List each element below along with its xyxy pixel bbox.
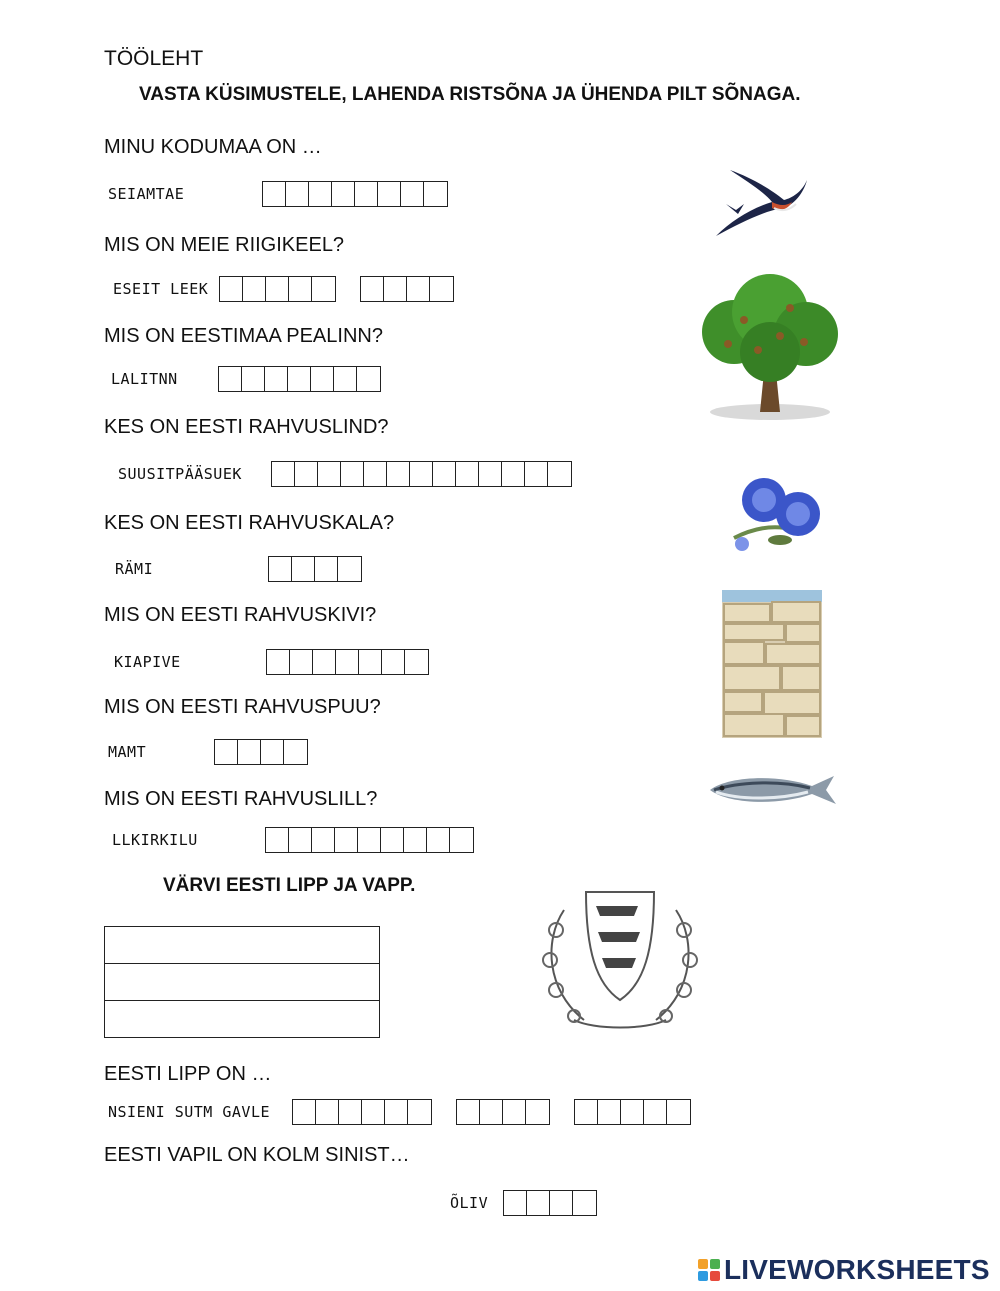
letter-box[interactable] bbox=[381, 828, 404, 852]
letter-box[interactable] bbox=[387, 462, 410, 486]
question-text: KES ON EESTI RAHVUSKALA? bbox=[104, 512, 395, 534]
letter-box[interactable] bbox=[357, 367, 380, 391]
letter-box[interactable] bbox=[404, 828, 427, 852]
letter-box[interactable] bbox=[242, 367, 265, 391]
letter-box[interactable] bbox=[407, 277, 430, 301]
answer-word-group[interactable] bbox=[219, 276, 336, 302]
liveworksheets-logo bbox=[698, 1254, 990, 1286]
letter-box[interactable] bbox=[364, 462, 387, 486]
letter-box[interactable] bbox=[575, 1100, 598, 1124]
letter-box[interactable] bbox=[267, 650, 290, 674]
letter-box[interactable] bbox=[335, 828, 358, 852]
letter-box[interactable] bbox=[378, 182, 401, 206]
letter-box[interactable] bbox=[667, 1100, 690, 1124]
letter-box[interactable] bbox=[621, 1100, 644, 1124]
letter-box[interactable] bbox=[288, 367, 311, 391]
letter-box[interactable] bbox=[480, 1100, 503, 1124]
answer-row[interactable] bbox=[214, 739, 308, 765]
logo-mark-icon bbox=[698, 1259, 720, 1281]
letter-box[interactable] bbox=[334, 367, 357, 391]
letter-box[interactable] bbox=[598, 1100, 621, 1124]
cornflower-image[interactable] bbox=[724, 472, 834, 560]
letter-box[interactable] bbox=[503, 1100, 526, 1124]
letter-box[interactable] bbox=[401, 182, 424, 206]
letter-box[interactable] bbox=[358, 828, 381, 852]
letter-box[interactable] bbox=[338, 557, 361, 581]
scrambled-hint: RÄMI bbox=[115, 560, 154, 578]
letter-box[interactable] bbox=[312, 277, 335, 301]
letter-box[interactable] bbox=[479, 462, 502, 486]
letter-box[interactable] bbox=[456, 462, 479, 486]
letter-box[interactable] bbox=[504, 1191, 527, 1215]
herring-image[interactable] bbox=[708, 772, 840, 808]
worksheet-instruction: VASTA KÜSIMUSTELE, LAHENDA RISTSÕNA JA ÜHENDA PILT SÕNAGA. bbox=[139, 84, 801, 105]
answer-row[interactable] bbox=[266, 649, 429, 675]
letter-box[interactable] bbox=[313, 650, 336, 674]
letter-box[interactable] bbox=[289, 277, 312, 301]
letter-box[interactable] bbox=[457, 1100, 480, 1124]
letter-box[interactable] bbox=[289, 828, 312, 852]
logo-text: LIVEWORKSHEETS bbox=[724, 1254, 990, 1285]
letter-box[interactable] bbox=[243, 277, 266, 301]
question-text: MIS ON EESTI RAHVUSPUU? bbox=[104, 696, 381, 718]
logo-square bbox=[698, 1259, 708, 1269]
answer-row[interactable] bbox=[268, 556, 362, 582]
letter-box[interactable] bbox=[269, 557, 292, 581]
flag-stripe-middle[interactable] bbox=[105, 964, 379, 1001]
answer-word-group[interactable] bbox=[268, 556, 362, 582]
scrambled-hint: LALITNN bbox=[111, 370, 178, 388]
answer-row[interactable] bbox=[218, 366, 381, 392]
question-text: MIS ON EESTI RAHVUSLILL? bbox=[104, 788, 378, 810]
scrambled-hint: SEIAMTAE bbox=[108, 185, 185, 203]
scrambled-hint: ESEIT LEEK bbox=[113, 280, 209, 298]
letter-box[interactable] bbox=[450, 828, 473, 852]
scrambled-hint: LLKIRKILU bbox=[112, 831, 198, 849]
question-text: EESTI LIPP ON … bbox=[104, 1063, 272, 1085]
limestone-image[interactable] bbox=[722, 590, 822, 738]
letter-box[interactable] bbox=[238, 740, 261, 764]
answer-row[interactable] bbox=[265, 827, 474, 853]
letter-box[interactable] bbox=[336, 650, 359, 674]
scrambled-hint: ÕLIV bbox=[450, 1194, 489, 1212]
letter-box[interactable] bbox=[644, 1100, 667, 1124]
letter-box[interactable] bbox=[293, 1100, 316, 1124]
answer-word-group[interactable] bbox=[262, 181, 448, 207]
letter-box[interactable] bbox=[384, 277, 407, 301]
swallow-image[interactable] bbox=[712, 162, 812, 240]
letter-box[interactable] bbox=[266, 828, 289, 852]
logo-square bbox=[710, 1259, 720, 1269]
letter-box[interactable] bbox=[332, 182, 355, 206]
letter-box[interactable] bbox=[339, 1100, 362, 1124]
letter-box[interactable] bbox=[318, 462, 341, 486]
letter-box[interactable] bbox=[385, 1100, 408, 1124]
answer-word-group[interactable] bbox=[218, 366, 381, 392]
logo-square bbox=[698, 1271, 708, 1281]
letter-box[interactable] bbox=[290, 650, 313, 674]
letter-box[interactable] bbox=[430, 277, 453, 301]
letter-box[interactable] bbox=[527, 1191, 550, 1215]
answer-word-group[interactable] bbox=[271, 461, 572, 487]
answer-row[interactable] bbox=[262, 181, 448, 207]
answer-row[interactable] bbox=[292, 1099, 691, 1125]
letter-box[interactable] bbox=[266, 277, 289, 301]
answer-row[interactable] bbox=[219, 276, 454, 302]
letter-box[interactable] bbox=[315, 557, 338, 581]
question-text: KES ON EESTI RAHVUSLIND? bbox=[104, 416, 389, 438]
letter-box[interactable] bbox=[341, 462, 364, 486]
worksheet-title: TÖÖLEHT bbox=[104, 47, 204, 70]
letter-box[interactable] bbox=[433, 462, 456, 486]
letter-box[interactable] bbox=[295, 462, 318, 486]
letter-box[interactable] bbox=[502, 462, 525, 486]
answer-row[interactable] bbox=[503, 1190, 597, 1216]
letter-box[interactable] bbox=[220, 277, 243, 301]
letter-box[interactable] bbox=[284, 740, 307, 764]
letter-box[interactable] bbox=[382, 650, 405, 674]
letter-box[interactable] bbox=[292, 557, 315, 581]
letter-box[interactable] bbox=[355, 182, 378, 206]
answer-word-group[interactable] bbox=[574, 1099, 691, 1125]
letter-box[interactable] bbox=[427, 828, 450, 852]
letter-box[interactable] bbox=[525, 462, 548, 486]
letter-box[interactable] bbox=[263, 182, 286, 206]
answer-word-group[interactable] bbox=[265, 827, 474, 853]
letter-box[interactable] bbox=[405, 650, 428, 674]
question-text: MIS ON EESTIMAA PEALINN? bbox=[104, 325, 383, 347]
flag-stripe-bottom[interactable] bbox=[105, 1001, 379, 1037]
letter-box[interactable] bbox=[526, 1100, 549, 1124]
letter-box[interactable] bbox=[410, 462, 433, 486]
oak-tree-image[interactable] bbox=[694, 272, 846, 424]
letter-box[interactable] bbox=[424, 182, 447, 206]
scrambled-hint: SUUSITPÄÄSUEK bbox=[118, 465, 242, 483]
letter-box[interactable] bbox=[316, 1100, 339, 1124]
scrambled-hint: KIAPIVE bbox=[114, 653, 181, 671]
question-text: EESTI VAPIL ON KOLM SINIST… bbox=[104, 1144, 410, 1166]
letter-box[interactable] bbox=[550, 1191, 573, 1215]
letter-box[interactable] bbox=[309, 182, 332, 206]
coat-of-arms-image[interactable] bbox=[534, 880, 706, 1044]
answer-word-group[interactable] bbox=[292, 1099, 432, 1125]
letter-box[interactable] bbox=[312, 828, 335, 852]
answer-row[interactable] bbox=[271, 461, 572, 487]
flag-section-heading: VÄRVI EESTI LIPP JA VAPP. bbox=[163, 875, 416, 896]
scrambled-hint: MAMT bbox=[108, 743, 147, 761]
answer-word-group[interactable] bbox=[214, 739, 308, 765]
letter-box[interactable] bbox=[311, 367, 334, 391]
letter-box[interactable] bbox=[265, 367, 288, 391]
question-text: MIS ON MEIE RIIGIKEEL? bbox=[104, 234, 345, 256]
answer-word-group[interactable] bbox=[456, 1099, 550, 1125]
answer-word-group[interactable] bbox=[360, 276, 454, 302]
letter-box[interactable] bbox=[362, 1100, 385, 1124]
letter-box[interactable] bbox=[548, 462, 571, 486]
letter-box[interactable] bbox=[219, 367, 242, 391]
question-text: MINU KODUMAA ON … bbox=[104, 136, 322, 158]
letter-box[interactable] bbox=[261, 740, 284, 764]
letter-box[interactable] bbox=[408, 1100, 431, 1124]
flag-stripe-top[interactable] bbox=[105, 927, 379, 964]
question-text: MIS ON EESTI RAHVUSKIVI? bbox=[104, 604, 377, 626]
flag-outline[interactable] bbox=[104, 926, 380, 1038]
answer-word-group[interactable] bbox=[503, 1190, 597, 1216]
answer-word-group[interactable] bbox=[266, 649, 429, 675]
letter-box[interactable] bbox=[573, 1191, 596, 1215]
letter-box[interactable] bbox=[272, 462, 295, 486]
scrambled-hint: NSIENI SUTM GAVLE bbox=[108, 1103, 271, 1121]
letter-box[interactable] bbox=[286, 182, 309, 206]
logo-square bbox=[710, 1271, 720, 1281]
letter-box[interactable] bbox=[361, 277, 384, 301]
letter-box[interactable] bbox=[215, 740, 238, 764]
letter-box[interactable] bbox=[359, 650, 382, 674]
